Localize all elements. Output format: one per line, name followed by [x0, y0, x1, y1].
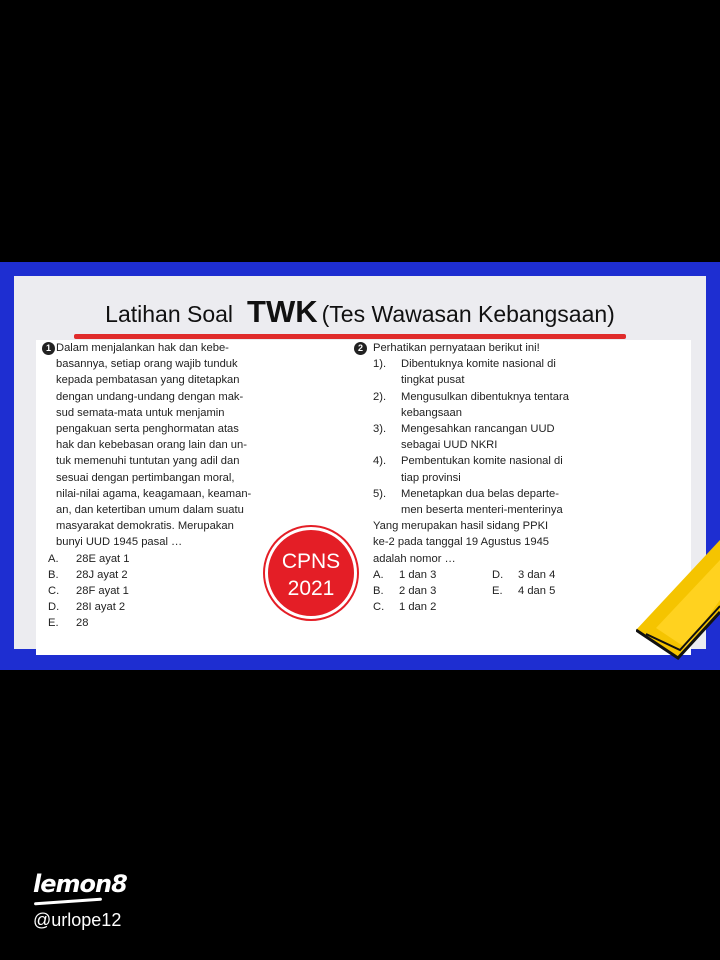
option-text: 2 dan 3: [399, 585, 437, 598]
text-line: tingkat pusat: [401, 374, 465, 387]
option-text: 1 dan 2: [399, 601, 437, 614]
question-2-options: [373, 567, 597, 616]
question-2-text: [373, 518, 597, 567]
text-line: basannya, setiap orang wajib tunduk: [56, 358, 238, 371]
text-line: Pembentukan komite nasional di: [401, 455, 563, 468]
statement-number: 3).: [373, 423, 387, 436]
badge-line-1: CPNS: [281, 550, 341, 573]
option-d: [48, 599, 271, 615]
statement-number: 1).: [373, 358, 387, 371]
text-line: Menetapkan dua belas departe-: [401, 487, 559, 500]
option-letter: A.: [48, 552, 59, 565]
title-suffix: (Tes Wawasan Kebangsaan): [321, 301, 615, 327]
text-line: sebagai UUD NKRI: [401, 439, 498, 452]
option-text: 28J ayat 2: [76, 568, 128, 581]
text-line: Mengusulkan dibentuknya tentara: [401, 390, 569, 403]
statement-number: 4).: [373, 455, 387, 468]
option-b: [48, 567, 271, 583]
badge-line-2: 2021: [287, 577, 335, 600]
user-handle: @urlope12: [33, 910, 122, 930]
option-text: 28E ayat 1: [76, 552, 130, 565]
option-letter: C.: [373, 601, 385, 614]
pencil-decoration: [636, 540, 720, 670]
option-text: 28: [76, 617, 89, 630]
question-1: [48, 340, 271, 632]
question-number-2: 2: [354, 342, 367, 355]
text-line: Dibentuknya komite nasional di: [401, 358, 556, 371]
statement-list: [373, 356, 597, 518]
text-line: men beserta menteri-menterinya: [401, 504, 563, 517]
statement-item: [373, 421, 597, 453]
option-text: 3 dan 4: [518, 568, 556, 581]
text-line: hak dan kebebasan orang lain dan un-: [56, 439, 247, 452]
cpns-badge: [265, 527, 357, 619]
title-underline: [74, 334, 626, 339]
option-text: 4 dan 5: [518, 585, 556, 598]
statement-number: 5).: [373, 487, 387, 500]
title-prefix: Latihan Soal: [105, 301, 234, 327]
statement-item: [373, 486, 597, 518]
text-line: dengan undang-undang dengan mak-: [56, 390, 244, 403]
option-text: 28F ayat 1: [76, 585, 129, 598]
option-row: [373, 583, 597, 599]
statement-item: [373, 356, 597, 388]
question-2-intro: Perhatikan pernyataan berikut ini!: [373, 342, 540, 354]
title-main: TWK: [247, 294, 318, 329]
text-line: tiap provinsi: [401, 471, 461, 484]
option-e: [48, 615, 271, 631]
option-letter: C.: [48, 585, 60, 598]
question-2: [373, 340, 597, 615]
text-line: sesuai dengan pertimbangan moral,: [56, 471, 235, 484]
question-number-1: 1: [42, 342, 55, 355]
text-line: bunyi UUD 1945 pasal …: [56, 536, 183, 549]
option-a: [48, 551, 271, 567]
lemon8-logo: lemon8: [33, 870, 127, 898]
option-letter: B.: [373, 585, 384, 598]
question-1-options: [48, 551, 271, 632]
text-line: ke-2 pada tanggal 19 Agustus 1945: [373, 536, 550, 549]
text-line: kepada pembatasan yang ditetapkan: [56, 374, 240, 387]
text-line: nilai-nilai agama, keagamaan, keaman-: [56, 487, 252, 500]
text-line: Mengesahkan rancangan UUD: [401, 423, 555, 436]
option-letter: E.: [492, 585, 503, 598]
option-letter: D.: [492, 568, 504, 581]
option-c: [48, 583, 271, 599]
text-line: Yang merupakan hasil sidang PPKI: [373, 520, 549, 533]
option-letter: E.: [48, 617, 59, 630]
text-line: tuk memenuhi tuntutan yang adil dan: [56, 455, 240, 468]
text-line: an, dan ketertiban umum dalam suatu: [56, 504, 244, 517]
text-line: pengakuan serta penghormatan atas: [56, 423, 239, 436]
text-line: masyarakat demokratis. Merupakan: [56, 520, 234, 533]
option-text: 1 dan 3: [399, 568, 437, 581]
option-letter: A.: [373, 568, 384, 581]
question-1-text: [56, 340, 271, 551]
text-line: sud semata-mata untuk menjamin: [56, 406, 225, 419]
option-row: [373, 567, 597, 583]
option-letter: D.: [48, 601, 60, 614]
statement-number: 2).: [373, 390, 387, 403]
statement-item: [373, 453, 597, 485]
text-line: kebangsaan: [401, 406, 462, 419]
option-letter: B.: [48, 568, 59, 581]
page-title: [14, 294, 706, 330]
text-line: adalah nomor …: [373, 552, 456, 565]
option-text: 28I ayat 2: [76, 601, 126, 614]
text-line: Dalam menjalankan hak dan kebe-: [56, 342, 229, 354]
option-row: [373, 599, 597, 615]
logo-underline: [34, 898, 102, 906]
statement-item: [373, 389, 597, 421]
